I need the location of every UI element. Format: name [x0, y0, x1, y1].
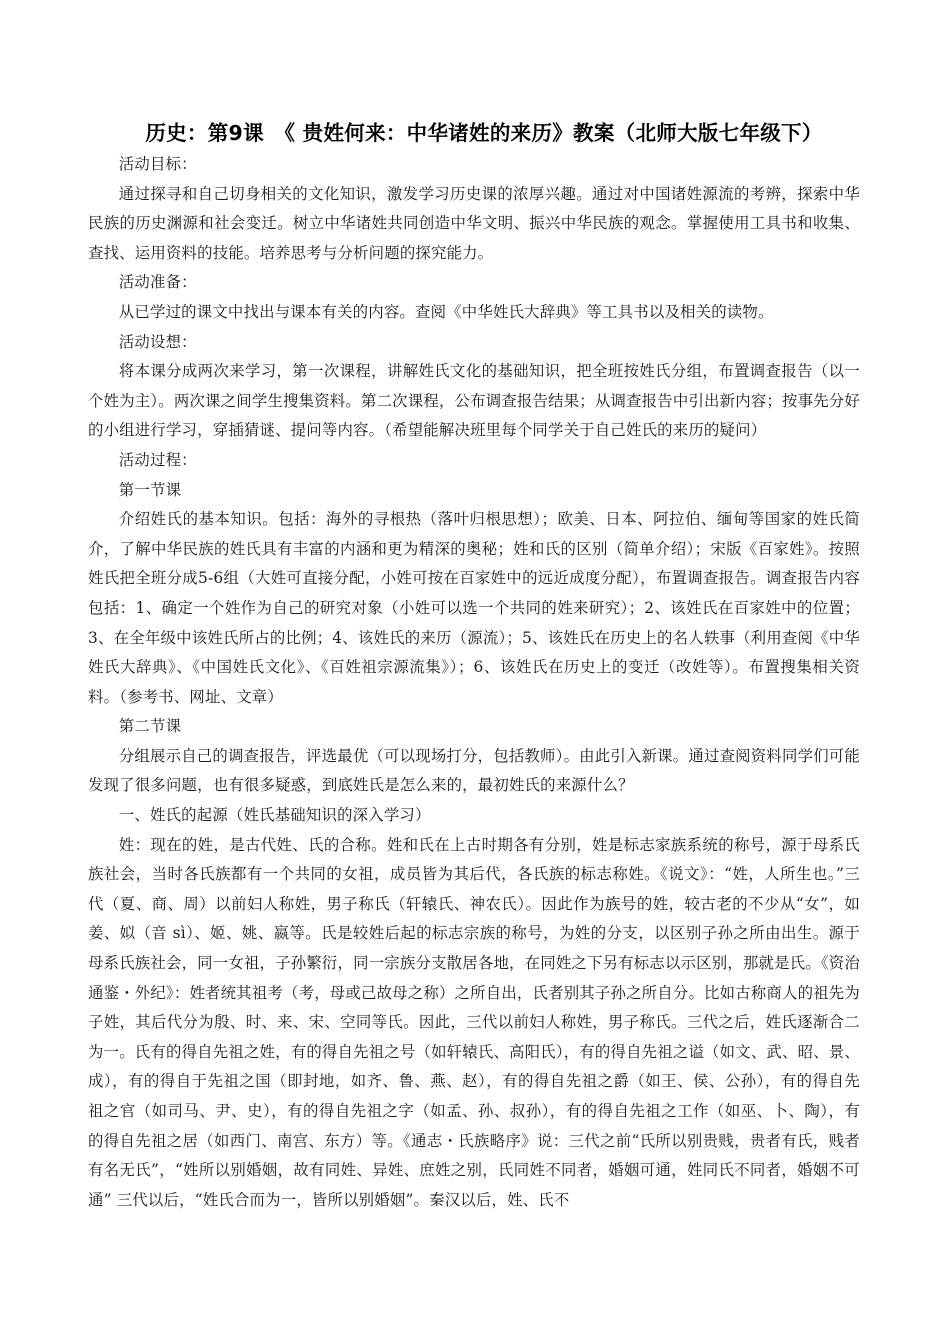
heading-activity-preparation: 活动准备：: [118, 273, 197, 292]
paragraph-surname-origin: 姓：现在的姓，是古代姓、氏的合称。姓和氏在上古时期各有分别，姓是标志家族系统的称号，源于母系氏族社会，当时各氏族都有一个共同的女祖，成员皆为其后代，各氏族的标志称姓。《说文》：“姓，人所生也。”三代（夏、商、周）以前妇人称姓，男子称氏（轩辕氏、神农氏）。因此作为族号的姓，较古老的不少从“女”，如姜、姒（音 sì）、姬、姚、嬴等。氏是较姓后起的标志宗族的称号，为姓的分支，以区别子孙之所由出生。源于母系氏族社会，同一女祖，子孙繁衍，同一宗族分支散居各地，在同姓之下另有标志以示区别，那就是氏。《资治通鉴・外纪》：姓者统其祖考（考，母或己故母之称）之所自出，氏者别其子孙之所自分。比如古称商人的祖先为子姓，其后代分为殷、时、来、宋、空同等氏。因此，三代以前妇人称姓，男子称氏。三代之后，姓氏逐渐合二为一。氏有的得自先祖之姓，有的得自先祖之号（如轩辕氏、高阳氏），有的得自先祖之谥（如文、武、昭、景、成），有的得自于先祖之国（即封地，如齐、鲁、燕、赵），有的得自先祖之爵（如王、侯、公孙），有的得自先祖之官（如司马、尹、史），有的得自先祖之字（如孟、孙、叔孙），有的得自先祖之工作（如巫、卜、陶），有的得自先祖之居（如西门、南宫、东方）等。《通志・氏族略序》说：三代之前“氏所以别贵贱，贵者有氏，贱者有名无氏”，“姓所以别婚姻，故有同姓、异姓、庶姓之别，氏同姓不同者，婚姻可通，姓同氏不同者，婚姻不可通” 三代以后，“姓氏合而为一，皆所以别婚姻”。秦汉以后，姓、氏不: [88, 835, 860, 1209]
paragraph-second-lesson: 分组展示自己的调查报告，评选最优（可以现场打分，包括教师）。由此引入新课。通过查阅资料同学们可能发现了很多问题，也有很多疑惑，到底姓氏是怎么来的，最初姓氏的来源什么？: [88, 746, 860, 795]
paragraph-activity-preparation: 从已学过的课文中找出与课本有关的内容。查阅《中华姓氏大辞典》等工具书以及相关的读物。: [118, 302, 774, 321]
heading-activity-process: 活动过程：: [118, 450, 197, 469]
document-page: [88, 118, 860, 1215]
heading-surname-origin: 一、姓氏的起源（姓氏基础知识的深入学习）: [118, 806, 431, 825]
heading-second-lesson: 第二节课: [118, 717, 182, 736]
paragraph-activity-goal: 通过探寻和自己切身相关的文化知识，激发学习历史课的浓厚兴趣。通过对中国诸姓源流的考辨，探索中华民族的历史渊源和社会变迁。树立中华诸姓共同创造中华文明、振兴中华民族的观念。掌握使用工具书和收集、查找、运用资料的技能。培养思考与分析问题的探究能力。: [88, 184, 860, 262]
paragraph-first-lesson: 介绍姓氏的基本知识。包括：海外的寻根热（落叶归根思想）；欧美、日本、阿拉伯、缅甸等国家的姓氏简介，了解中华民族的姓氏具有丰富的内涵和更为精深的奥秘；姓和氏的区别（简单介绍）；宋版《百家姓》。按照姓氏把全班分成5-6组（大姓可直接分配，小姓可按在百家姓中的远近成度分配），布置调查报告。调查报告内容包括：1、确定一个姓作为自己的研究对象（小姓可以选一个共同的姓来研究）；2、该姓氏在百家姓中的位置；3、在全年级中该姓氏所占的比例；4、该姓氏的来历（源流）；5、该姓氏在历史上的名人轶事（利用查阅《中华姓氏大辞典》、《中国姓氏文化》、《百姓祖宗源流集》）；6、该姓氏在历史上的变迁（改姓等）。布置搜集相关资料。（参考书、网址、文章）: [88, 510, 860, 706]
heading-activity-plan: 活动设想：: [118, 332, 197, 351]
heading-first-lesson: 第一节课: [118, 480, 182, 499]
paragraph-activity-plan: 将本课分成两次来学习，第一次课程，讲解姓氏文化的基础知识，把全班按姓氏分组，布置调查报告（以一个姓为主）。两次课之间学生搜集资料。第二次课程，公布调查报告结果；从调查报告中引出新内容；按事先分好的小组进行学习，穿插猜谜、提问等内容。（希望能解决班里每个同学关于自己姓氏的来历的疑问）: [88, 362, 860, 440]
document-body: [88, 150, 860, 1215]
heading-activity-goal: 活动目标：: [118, 155, 197, 173]
document-title: 历史：第9课 《 贵姓何来：中华诸姓的来历》教案（北师大版七年级下）: [145, 121, 823, 145]
